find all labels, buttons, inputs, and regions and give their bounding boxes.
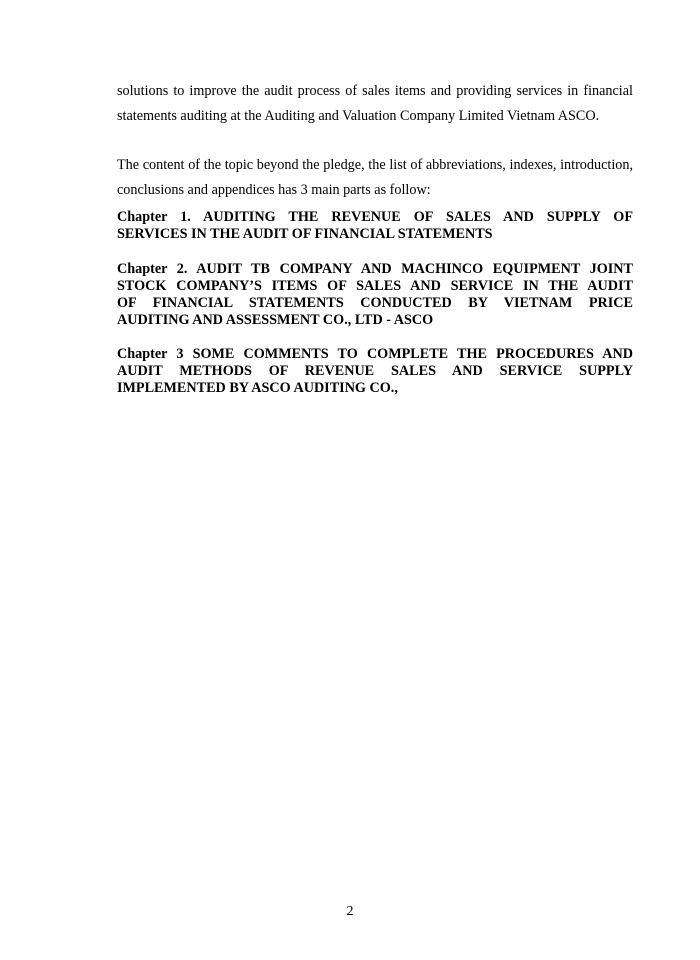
- chapter-3-heading: [117, 346, 633, 397]
- intro-paragraph-continuation: solutions to improve the audit process of sales items and providing services in financial statements auditing at the Auditing and Valuation Company Limited Vietnam ASCO.: [117, 83, 633, 124]
- chapter-1-line-1: Chapter 1. AUDITING THE REVENUE OF SALES AND SUPPLY OF: [117, 209, 633, 225]
- chapter-2-heading: [117, 261, 633, 329]
- chapter-1-heading: [117, 209, 633, 243]
- chapter-3-line-2: AUDIT METHODS OF REVENUE SALES AND SERVICE SUPPLY: [117, 363, 633, 379]
- chapter-2-line-4: AUDITING AND ASSESSMENT CO., LTD - ASCO: [117, 312, 434, 328]
- chapter-1-line-2: SERVICES IN THE AUDIT OF FINANCIAL STATEMENTS: [117, 226, 493, 242]
- chapter-3-line-1: Chapter 3 SOME COMMENTS TO COMPLETE THE PROCEDURES AND: [117, 346, 633, 362]
- page-number: 2: [346, 904, 354, 919]
- chapter-3-line-3: IMPLEMENTED BY ASCO AUDITING CO.,: [117, 380, 398, 396]
- content-overview-paragraph: The content of the topic beyond the pledge, the list of abbreviations, indexes, introduction, conclusions and appendices has 3 main parts as follow:: [117, 157, 633, 198]
- chapter-2-line-3: OF FINANCIAL STATEMENTS CONDUCTED BY VIETNAM PRICE: [117, 295, 633, 311]
- chapter-2-line-1: Chapter 2. AUDIT TB COMPANY AND MACHINCO EQUIPMENT JOINT: [117, 261, 633, 277]
- chapter-2-line-2: STOCK COMPANY’S ITEMS OF SALES AND SERVICE IN THE AUDIT: [117, 278, 633, 294]
